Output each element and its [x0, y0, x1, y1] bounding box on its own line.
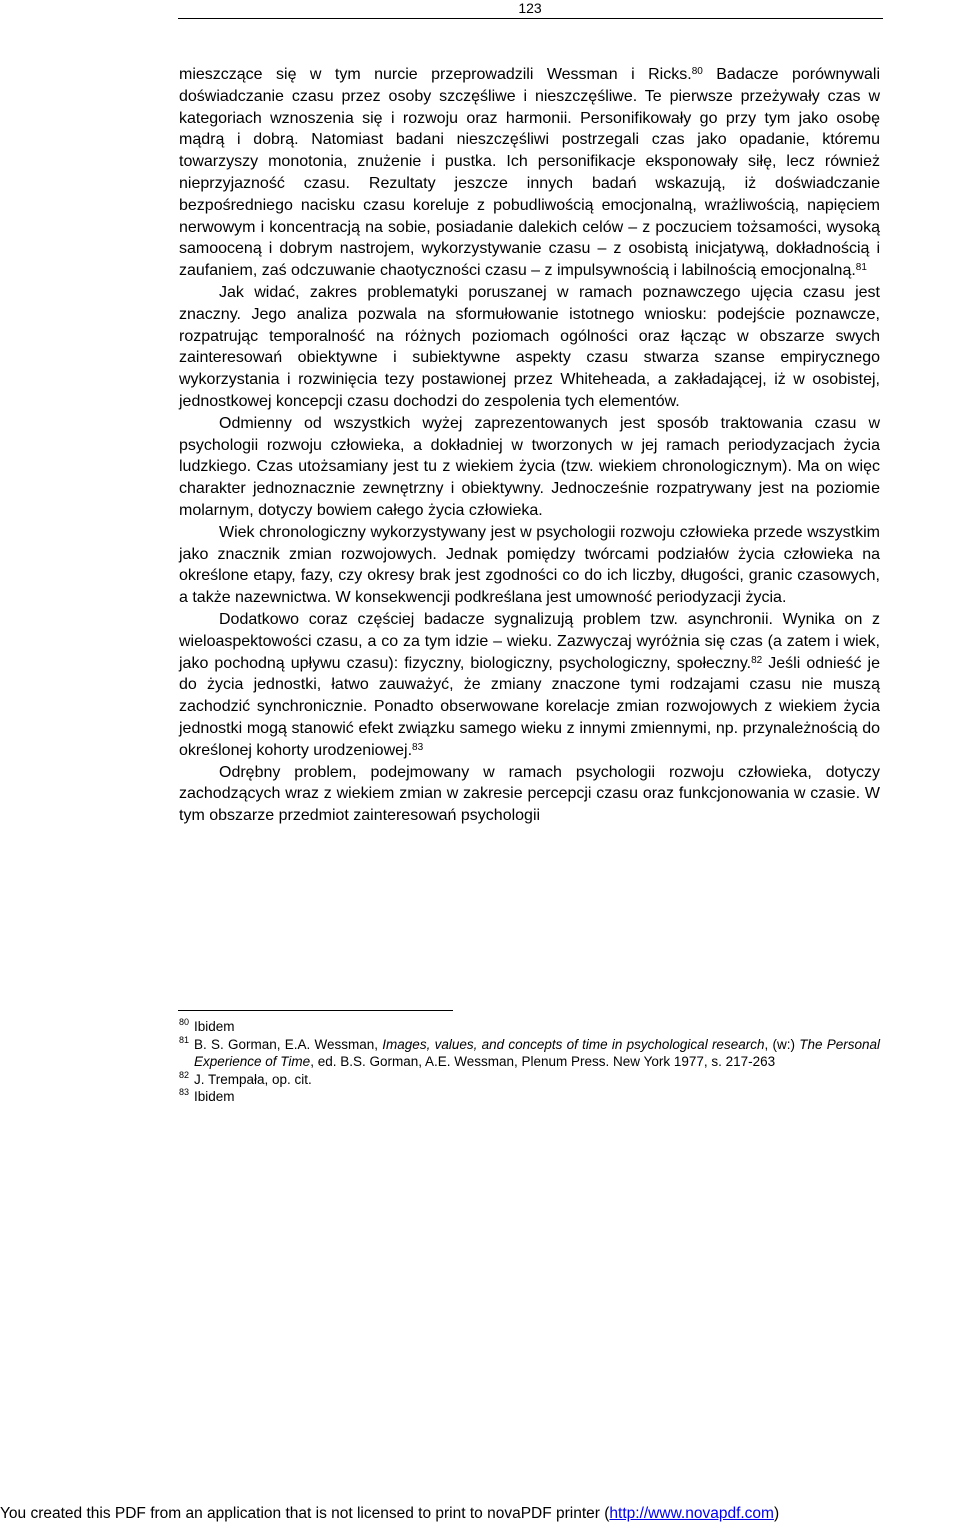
- footnote-ref: 83: [412, 741, 424, 753]
- paragraph: [179, 64, 880, 282]
- text-run: B. S. Gorman, E.A. Wessman,: [194, 1036, 383, 1052]
- text-run: Jak widać, zakres problematyki poruszanej w ramach poznawczego ujęcia czasu jest znaczny. Jego analiza pozwala na sformułowanie istotnego wniosku: podejście poznawcze, rozpatrując temporalność na różnych poziomach ogólności oraz łącząc w obszarze swych zainteresowań obiektywne i subiektywne aspekty czasu stwarza szanse empirycznego wykorzystania i rozwinięcia tezy postawionej przez Whiteheada, a zakładającej, iż w osobistej, jednostkowej koncepcji czasu dochodzi do zespolenia tych elementów.: [179, 283, 880, 410]
- banner-text: You created this PDF from an application that is not licensed to print to novaPDF printer (: [0, 1505, 610, 1522]
- paragraph: [179, 413, 880, 522]
- banner-link[interactable]: http://www.novapdf.com: [609, 1505, 774, 1522]
- header-rule: [178, 18, 883, 19]
- footnote: [179, 1071, 880, 1089]
- footnotes: [179, 1018, 880, 1106]
- footnote-ref: 81: [855, 262, 867, 274]
- footnote-number: 83: [179, 1087, 190, 1097]
- footnote-ref: 80: [691, 66, 703, 77]
- text-run: , (w:): [764, 1036, 800, 1052]
- text-run: Odmienny od wszystkich wyżej zaprezentowanych jest sposób traktowania czasu w psychologii rozwoju człowieka, a dokładniej w tworzonych w jej ramach periodyzacjach życia ludzkiego. Czas utożsamiany jest tu z wiekiem życia (tzw. wiekiem chronologicznym). Ma on więc charakter jednoznacznie zewnętrzny i obiektywny. Jednocześnie rozpatrywany jest na poziomie molarnym, dotyczy bowiem całego życia człowieka.: [179, 414, 880, 519]
- footnote: [179, 1018, 880, 1036]
- footnote: [179, 1036, 880, 1071]
- paragraph: [179, 762, 880, 827]
- italic-text: The Personal Experience of Time: [194, 1036, 881, 1069]
- footnote-number: 82: [179, 1069, 190, 1080]
- text-run: Odrębny problem, podejmowany w ramach psychologii rozwoju człowieka, dotyczy zachodzących wraz z wiekiem zmian w zakresie percepcji czasu oraz funkcjonowania w czasie. W tym obszarze przedmiot zainteresowań psychologii: [179, 763, 880, 825]
- footnote: [179, 1088, 880, 1106]
- page-number: 123: [518, 0, 542, 16]
- text-run: Dodatkowo coraz częściej badacze sygnalizują problem tzw. asynchronii. Wynika on z wieloaspektowości czasu, a co za tym idzie – wieku. Zazwyczaj wyróżnia się czas (a zatem i wiek, jako pochodną upływu czasu): fizyczny, biologiczny, psychologiczny, społeczny.: [179, 610, 880, 672]
- italic-text: Images, values, and concepts of time in psychological research: [382, 1036, 765, 1052]
- footnote-number: 80: [179, 1017, 190, 1027]
- text-run: Wiek chronologiczny wykorzystywany jest w psychologii rozwoju człowieka przede wszystkim jako znacznik zmian rozwojowych. Jednak pomiędzy twórcami podziałów życia człowieka na określone etapy, fazy, czy okresy brak jest zgodności co do ich liczby, długości, granic czasowych, a także nazewnictwa. W konsekwencji podkreślana jest umowność periodyzacji życia.: [179, 523, 880, 607]
- banner-text-end: ): [773, 1505, 780, 1522]
- text-run: , ed. B.S. Gorman, A.E. Wessman, Plenum Press. New York 1977, s. 217-263: [310, 1054, 776, 1069]
- footnote-ref: 82: [751, 654, 763, 666]
- footnote-separator: [178, 1010, 453, 1011]
- footnote-number: 81: [179, 1034, 190, 1045]
- text-run: Jeśli odnieść je do życia jednostki, łatwo zauważyć, że zmiany znaczone tymi rodzajami czasu nie muszą zachodzić synchronicznie. Ponadto obserwowane korelacje zmian rozwojowych z wiekiem życia jednostki mogą stanowić efekt związku samego wieku z innymi zmiennymi, np. przynależnością do określonej kohorty urodzeniowej.: [179, 654, 880, 759]
- paragraph: [179, 609, 880, 762]
- license-banner: [0, 1504, 960, 1524]
- text-run: Badacze porównywali doświadczanie czasu przez osoby szczęśliwe i nieszczęśliwe. Te pierwsze przeżywały czas w kategoriach wznoszenia się i rozwoju oraz harmonii. Personifikowały go przy tym jako osobę mądrą i dobrą. Natomiast badani nieszczęśliwi postrzegali czas jako opadanie, któremu towarzyszy monotonia, znużenie i pustka. Ich personifikacje eksponowały siłę, lecz również nieprzyjazność czasu. Rezultaty jeszcze innych badań wskazują, iż doświadczanie bezpośredniego nacisku czasu koreluje z pobudliwością emocjonalną, wrażliwością, napięciem nerwowym i koncentracją na sobie, posiadanie dalekich celów – z poczuciem tożsamości, wysoką samooceną i dobrym nastrojem, wykorzystywanie czasu – z osobistą inicjatywą, dokładnością i zaufaniem, zaś odczuwanie chaotyczności czasu – z impulsywnością i labilnością emocjonalną.: [179, 66, 880, 280]
- paragraph: [179, 522, 880, 609]
- text-run: Ibidem: [194, 1019, 235, 1034]
- paragraph: [179, 282, 880, 413]
- text-run: J. Trempała, op. cit.: [194, 1071, 312, 1087]
- body-text: [179, 64, 880, 827]
- text-run: mieszczące się w tym nurcie przeprowadzili Wessman i Ricks.: [179, 66, 692, 83]
- text-run: Ibidem: [194, 1089, 235, 1104]
